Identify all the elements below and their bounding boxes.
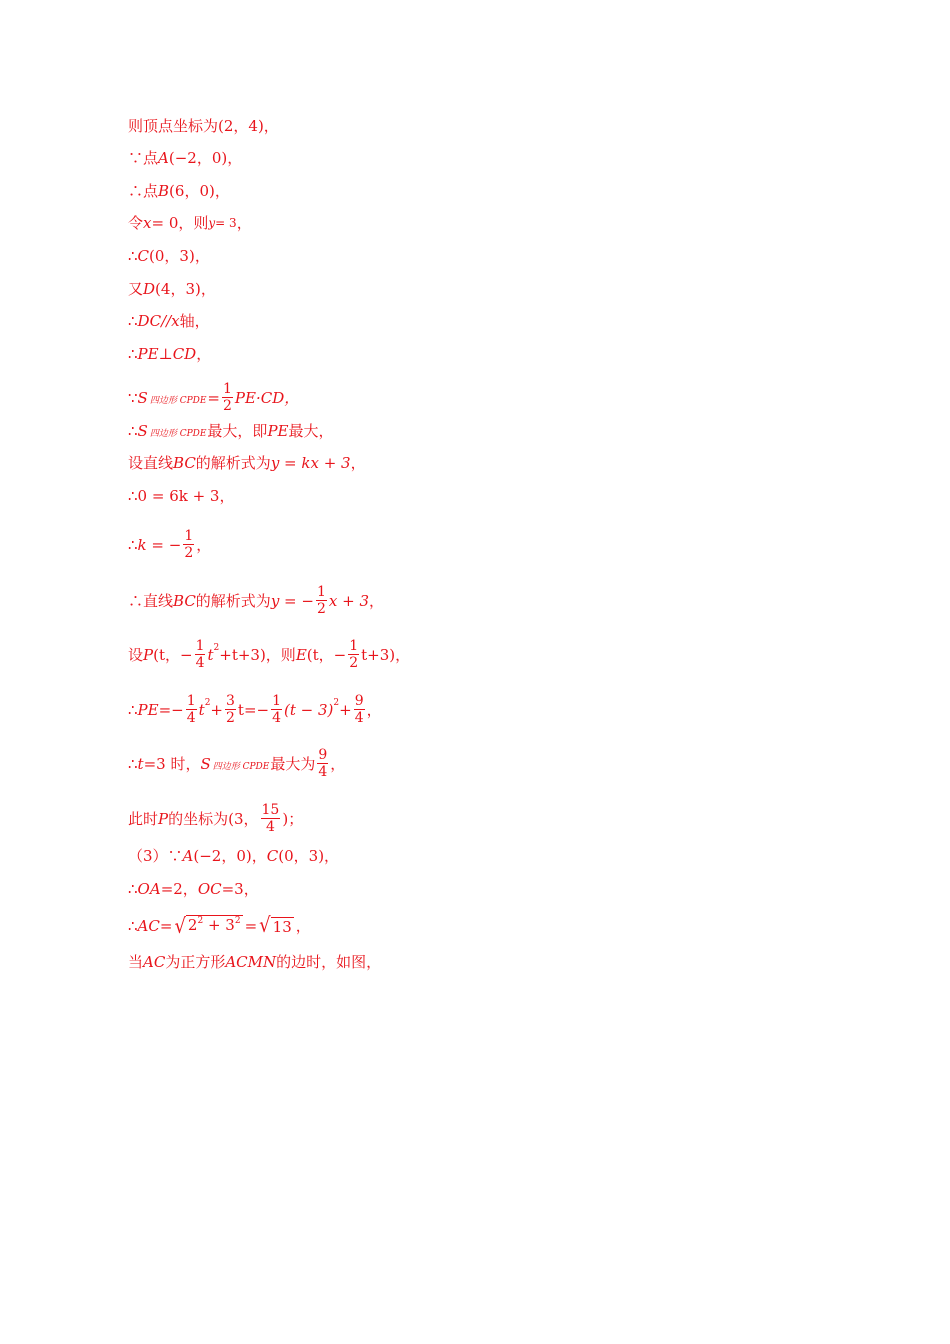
var: S (200, 754, 211, 773)
text: = (244, 917, 258, 935)
text: =3， (221, 880, 259, 898)
fraction (183, 528, 194, 561)
text: ∴点 (128, 182, 159, 200)
text: ∵点 (128, 149, 159, 167)
text: (4，3)， (155, 280, 216, 298)
numerator: 1 (184, 528, 194, 544)
line-point-a (128, 148, 242, 168)
text: 2 (187, 916, 198, 934)
text: (−2，0)， (168, 149, 243, 167)
var: D (143, 280, 156, 298)
text: ， (196, 535, 212, 554)
var: C (266, 847, 279, 865)
var: PE (267, 422, 289, 440)
text: (0，3)， (149, 247, 210, 265)
equation: y = kx + 3 (270, 454, 351, 472)
var: E (295, 645, 307, 664)
text: ∴ (128, 700, 138, 719)
superscript: 2 (204, 697, 211, 708)
line-part3 (128, 846, 339, 866)
line-square-case (128, 952, 381, 972)
text: ∴直线 (128, 591, 174, 610)
radical-icon: √ (259, 913, 271, 938)
fraction (222, 381, 233, 414)
var: OC (197, 880, 222, 898)
text: (6，0)， (169, 182, 230, 200)
text: ， (196, 345, 212, 363)
var: A (158, 149, 169, 167)
text: ∴ (128, 535, 138, 554)
numerator: 3 (226, 693, 235, 709)
text: 最大，即 (207, 422, 268, 440)
line-bc-equation (128, 584, 384, 617)
text: 的边时，如图， (276, 953, 382, 971)
subscript: 四边形 CPDE (149, 429, 207, 439)
equation: k = − (137, 535, 182, 554)
text: ∴ (128, 312, 138, 330)
text: ，则 (178, 214, 209, 232)
text: 最大为 (270, 754, 316, 773)
denominator: 4 (265, 819, 275, 835)
numerator: 9 (354, 693, 364, 709)
text: ， (236, 214, 252, 232)
var: DC (137, 312, 162, 330)
var: OA (137, 880, 161, 898)
line-bc-setup (128, 453, 366, 473)
var: P (158, 809, 169, 828)
line-set-p (128, 638, 410, 671)
fraction (354, 693, 365, 726)
line-eq-k (128, 486, 235, 506)
var: AC (143, 953, 166, 971)
fraction (348, 638, 359, 671)
superscript: 2 (234, 916, 241, 926)
text: =− (158, 700, 184, 719)
line-let-x (128, 213, 252, 233)
text: (t，− (153, 645, 193, 664)
denominator: 4 (318, 764, 328, 780)
text: ∴ (128, 422, 138, 440)
text: 则顶点坐标为(2，4)， (128, 117, 279, 135)
var: x (171, 312, 180, 330)
text: 设直线 (128, 454, 174, 472)
var: AC (137, 917, 160, 935)
square-root (174, 915, 242, 937)
fraction (225, 693, 236, 726)
denominator: 4 (186, 710, 196, 726)
line-p-coordinates (128, 802, 303, 835)
text: ∴ (128, 247, 138, 265)
text: 此时 (128, 809, 159, 828)
square-root (259, 913, 294, 938)
text: t+3)， (361, 645, 411, 664)
line-max-area (128, 747, 345, 780)
numerator: 1 (223, 381, 232, 397)
text: = (207, 388, 220, 407)
text: 的解析式为 (195, 454, 271, 472)
fraction (317, 747, 328, 780)
text: t=− (237, 700, 270, 719)
text: ， (366, 700, 382, 719)
denominator: 4 (195, 655, 205, 671)
text: 最大， (288, 422, 334, 440)
text: = 0 (151, 214, 179, 232)
numerator: 15 (261, 802, 280, 818)
text: 的解析式为 (195, 591, 271, 610)
radicand: 13 (272, 918, 292, 936)
radicand (186, 915, 243, 937)
line-k-value (128, 528, 211, 561)
text: PE·CD， (234, 388, 300, 407)
numerator: 1 (272, 693, 282, 709)
denominator: 2 (223, 398, 232, 414)
numerator: 1 (316, 584, 326, 600)
text: 为正方形 (165, 953, 226, 971)
text: ， (330, 754, 346, 773)
text: +t+3)，则 (219, 645, 296, 664)
fraction (271, 693, 282, 726)
text: )； (282, 809, 304, 828)
text: ， (295, 917, 311, 935)
text: ， (219, 487, 235, 505)
var: S (137, 388, 148, 407)
line-oa-oc (128, 879, 259, 899)
line-area-formula (128, 381, 299, 414)
var: S (137, 422, 148, 440)
text: =3 时， (143, 754, 201, 773)
line-pe-expression (128, 693, 382, 726)
subscript: 四边形 CPDE (212, 761, 270, 772)
text: ， (350, 454, 366, 472)
text: 的坐标为(3， (168, 809, 259, 828)
text: ∴ (128, 754, 138, 773)
superscript: 2 (333, 697, 340, 708)
var: t (198, 700, 205, 719)
line-pe-perp (128, 344, 211, 364)
fraction (195, 638, 206, 671)
numerator: 9 (318, 747, 328, 763)
denominator: 4 (354, 710, 364, 726)
text: // (161, 312, 172, 330)
text: 当 (128, 953, 144, 971)
equation: x + 3 (328, 591, 369, 610)
equation: 0 = 6k + 3 (137, 487, 220, 505)
text: = 3 (215, 216, 237, 230)
denominator: 2 (184, 545, 194, 561)
var: BC (173, 454, 196, 472)
numerator: 1 (186, 693, 196, 709)
line-dc-parallel (128, 311, 210, 331)
fraction (261, 802, 281, 835)
text: + (339, 700, 352, 719)
text: ⊥ (158, 345, 173, 363)
line-point-d (128, 279, 216, 299)
text: (t，− (306, 645, 347, 664)
expression: (t − 3) (284, 700, 334, 719)
text: + 3 (203, 916, 235, 934)
text: (−2，0)， (193, 847, 267, 865)
var: A (182, 847, 194, 865)
denominator: 2 (316, 601, 326, 617)
text: 设 (128, 645, 144, 664)
radical-icon: √ (174, 914, 186, 939)
var: CD (172, 345, 197, 363)
var: B (158, 182, 170, 200)
line-point-b (128, 181, 230, 201)
line-vertex (128, 116, 279, 136)
var: t (137, 754, 144, 773)
var: t (207, 645, 214, 664)
denominator: 2 (226, 710, 235, 726)
subscript: 四边形 CPDE (149, 395, 207, 406)
text: 轴， (179, 312, 210, 330)
text: 又 (128, 280, 144, 298)
text: ∴ (128, 487, 138, 505)
text: =2， (160, 880, 198, 898)
superscript: 2 (197, 916, 204, 926)
text: 令 (128, 214, 144, 232)
var: x (143, 214, 152, 232)
numerator: 1 (349, 638, 359, 654)
line-ac-length (128, 915, 311, 937)
numerator: 1 (195, 638, 205, 654)
var: y (208, 216, 216, 230)
line-area-max (128, 421, 334, 441)
superscript: 2 (213, 642, 220, 653)
var: PE (137, 345, 159, 363)
var: BC (173, 591, 196, 610)
fraction (186, 693, 197, 726)
denominator: 4 (272, 710, 282, 726)
var: PE (137, 700, 159, 719)
var: C (137, 247, 150, 265)
fraction (316, 584, 327, 617)
denominator: 2 (349, 655, 359, 671)
text: ∴ (128, 345, 138, 363)
text: ∴ (128, 917, 138, 935)
text: + (210, 700, 223, 719)
text: （3）∵ (128, 847, 183, 865)
var: ACMN (225, 953, 277, 971)
text: ∴ (128, 880, 138, 898)
text: ， (369, 591, 385, 610)
line-point-c (128, 246, 210, 266)
text: = (159, 917, 173, 935)
var: P (143, 645, 154, 664)
text: (0，3)， (278, 847, 340, 865)
text: ∵ (128, 388, 138, 407)
equation: y = − (270, 591, 314, 610)
